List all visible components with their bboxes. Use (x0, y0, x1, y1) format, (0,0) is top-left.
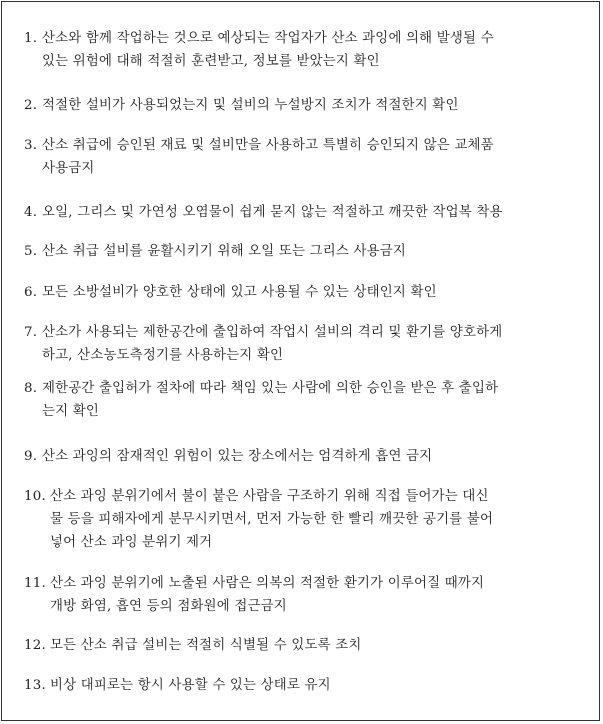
item-text: 모든 소방설비가 양호한 상태에 있고 사용될 수 있는 상태인지 확인 (42, 285, 437, 300)
item-line (2, 379, 599, 402)
item-text: 제한공간 출입허가 절차에 따라 책임 있는 사람에 의한 승인을 받은 후 출입하 (42, 381, 499, 396)
item-text: 는지 확인 (42, 404, 99, 419)
list-item (2, 574, 599, 620)
item-line (2, 242, 599, 265)
item-text: 산소 취급 설비를 윤활시키기 위해 오일 또는 그리스 사용금지 (42, 244, 407, 259)
item-number: 3. (24, 138, 38, 153)
item-text: 개방 화염, 흡연 등의 점화원에 접근금지 (50, 599, 287, 614)
item-text: 사용금지 (42, 161, 95, 176)
item-text: 있는 위험에 대해 적절히 훈련받고, 정보를 받았는지 확인 (42, 54, 380, 69)
item-line (2, 447, 599, 470)
item-text: 넣어 산소 과잉 분위기 제거 (50, 535, 213, 550)
item-line (2, 52, 599, 75)
item-line (2, 402, 599, 425)
item-line (2, 136, 599, 159)
item-line (2, 159, 599, 182)
item-line (2, 676, 599, 699)
list-item (2, 487, 599, 556)
item-line (2, 96, 599, 119)
list-item (2, 447, 599, 470)
item-number: 2. (24, 98, 38, 113)
list-item (2, 676, 599, 699)
item-number: 9. (24, 449, 38, 464)
item-text: 모든 산소 취급 설비는 적절히 식별될 수 있도록 조치 (50, 638, 362, 653)
list-item (2, 379, 599, 425)
item-text: 산소와 함께 작업하는 것으로 예상되는 작업자가 산소 과잉에 의해 발생될 수 (42, 31, 494, 46)
document-frame (1, 1, 600, 721)
item-number: 7. (24, 325, 38, 340)
item-line (2, 29, 599, 52)
item-line (2, 533, 599, 556)
item-number: 1. (24, 31, 38, 46)
item-number: 5. (24, 244, 38, 259)
item-number: 6. (24, 285, 38, 300)
item-text: 산소 취급에 승인된 재료 및 설비만을 사용하고 특별히 승인되지 않은 교체품 (42, 138, 494, 153)
item-text: 비상 대피로는 항시 사용할 수 있는 상태로 유지 (50, 678, 331, 693)
list-item (2, 636, 599, 659)
item-text: 산소가 사용되는 제한공간에 출입하여 작업시 설비의 격리 및 환기를 양호하게 (42, 325, 503, 340)
item-text: 산소 과잉 분위기에서 불이 붙은 사람을 구조하기 위해 직접 들어가는 대신 (50, 489, 489, 504)
item-text: 산소 과잉의 잠재적인 위험이 있는 장소에서는 엄격하게 흡연 금지 (42, 449, 433, 464)
list-item (2, 283, 599, 306)
list-item (2, 96, 599, 119)
item-line (2, 346, 599, 369)
item-number: 12. (24, 638, 46, 653)
list-item (2, 323, 599, 369)
item-text: 오일, 그리스 및 가연성 오염물이 쉽게 묻지 않는 적절하고 깨끗한 작업복 착용 (42, 205, 503, 220)
list-item (2, 29, 599, 75)
item-number: 11. (24, 576, 46, 591)
list-item (2, 136, 599, 182)
item-line (2, 487, 599, 510)
item-text: 하고, 산소농도측정기를 사용하는지 확인 (42, 348, 284, 363)
item-number: 8. (24, 381, 38, 396)
item-line (2, 597, 599, 620)
item-line (2, 574, 599, 597)
item-number: 13. (24, 678, 46, 693)
item-line (2, 203, 599, 226)
item-line (2, 283, 599, 306)
item-text: 산소 과잉 분위기에 노출된 사람은 의복의 적절한 환기가 이루어질 때까지 (50, 576, 485, 591)
item-text: 적절한 설비가 사용되었는지 및 설비의 누설방지 조치가 적절한지 확인 (42, 98, 459, 113)
list-item (2, 242, 599, 265)
item-line (2, 636, 599, 659)
item-text: 물 등을 피해자에게 분무시키면서, 먼저 가능한 한 빨리 깨끗한 공기를 불어 (50, 512, 494, 527)
item-number: 10. (24, 489, 46, 504)
list-item (2, 203, 599, 226)
item-line (2, 510, 599, 533)
item-line (2, 323, 599, 346)
item-number: 4. (24, 205, 38, 220)
